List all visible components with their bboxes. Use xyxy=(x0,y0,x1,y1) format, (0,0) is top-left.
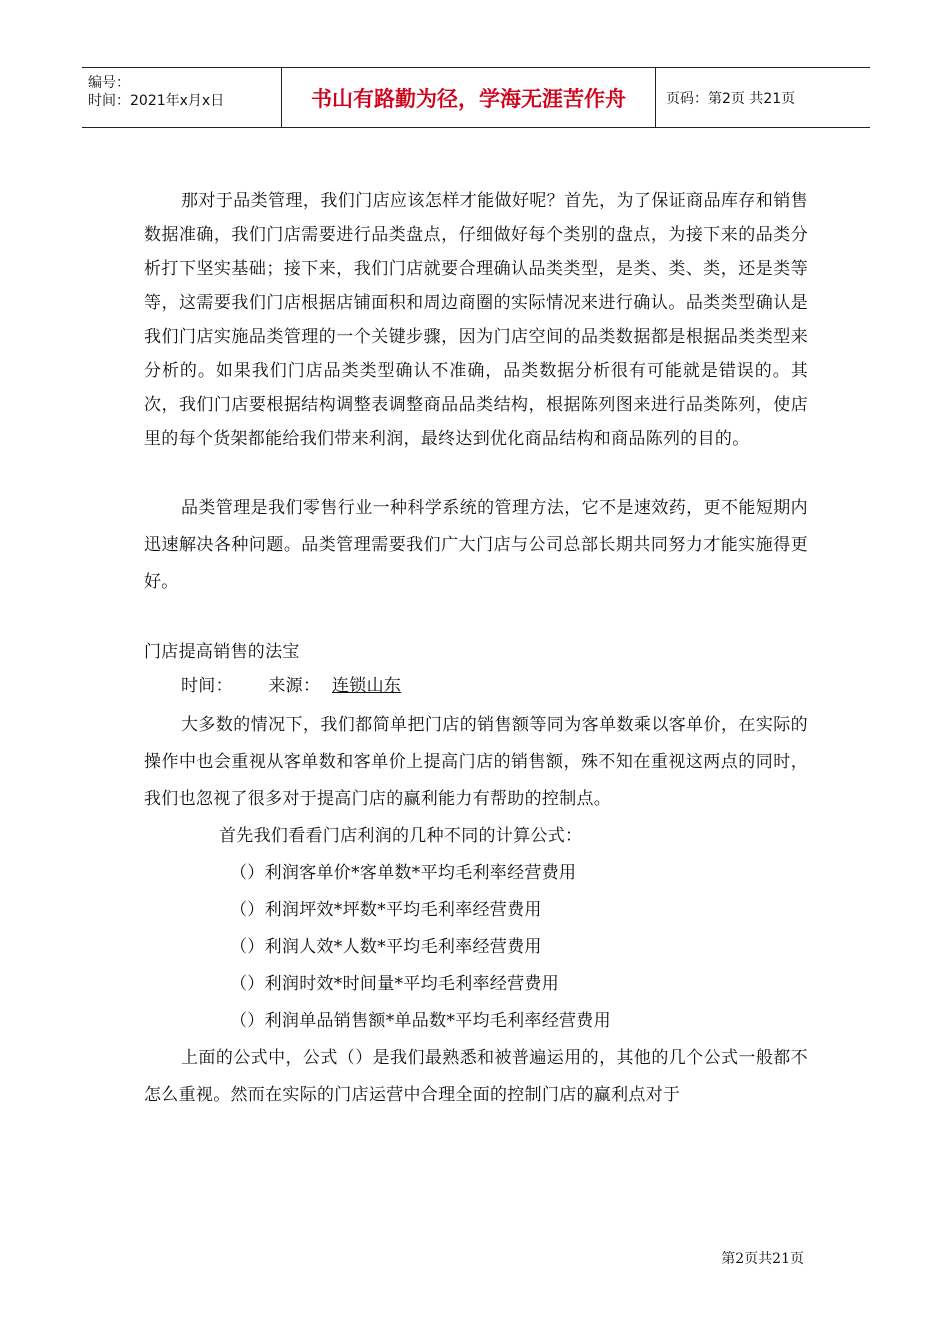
source-link[interactable]: 连锁山东 xyxy=(331,676,402,696)
header-meta xyxy=(82,68,282,127)
source-label: 来源： xyxy=(268,676,321,696)
article-title: 门店提高销售的法宝 xyxy=(144,642,300,662)
paragraph-formula-discussion: 上面的公式中，公式（）是我们最熟悉和被普遍运用的，其他的几个公式一般都不怎么重视。然而在实际的门店运营中合理全面的控制门店的赢利点对于 xyxy=(144,1048,808,1105)
header-page-info: 页码：第2页 共21页 xyxy=(666,90,796,107)
paragraph-category-summary: 品类管理是我们零售行业一种科学系统的管理方法，它不是速效药，更不能短期内迅速解决各种问题。品类管理需要我们广大门店与公司总部长期共同努力才能实施得更好。 xyxy=(144,498,808,592)
formula-item: （）利润客单价*客单数*平均毛利率经营费用 xyxy=(230,863,577,883)
formula-item: （）利润人效*人数*平均毛利率经营费用 xyxy=(230,937,542,957)
header-motto: 书山有路勤为径，学海无涯苦作舟 xyxy=(282,68,656,127)
formula-item: （）利润单品销售额*单品数*平均毛利率经营费用 xyxy=(230,1011,611,1031)
page-footer: 第2页共21页 xyxy=(721,1251,804,1267)
paragraph-sales-intro: 大多数的情况下，我们都简单把门店的销售额等同为客单数乘以客单价，在实际的操作中也会重视从客单数和客单价上提高门店的销售额，殊不知在重视这两点的同时，我们也忽视了很多对于提高门店的赢利能力有帮助的控制点。 xyxy=(144,715,808,809)
document-body xyxy=(144,184,808,1114)
formula-item: （）利润时效*时间量*平均毛利率经营费用 xyxy=(230,974,559,994)
formula-item: （）利润坪效*坪数*平均毛利率经营费用 xyxy=(230,900,542,920)
formula-intro: 首先我们看看门店利润的几种不同的计算公式： xyxy=(219,826,583,846)
document-header xyxy=(82,67,870,128)
time-label: 时间： xyxy=(181,676,233,696)
paragraph-category-management: 那对于品类管理，我们门店应该怎样才能做好呢？首先，为了保证商品库存和销售数据准确，我们门店需要进行品类盘点，仔细做好每个类别的盘点，为接下来的品类分析打下坚实基础；接下来，我们门店就要合理确认品类类型，是类、类、类，还是类等等，这需要我们门店根据店铺面积和周边商圈的实际情况来进行确认。品类类型确认是我们门店实施品类管理的一个关键步骤，因为门店空间的品类数据都是根据品类类型来分析的。如果我们门店品类类型确认不准确，品类数据分析很有可能就是错误的。其次，我们门店要根据结构调整表调整商品品类结构，根据陈列图来进行品类陈列，使店里的每个货架都能给我们带来利润，最终达到优化商品结构和商品陈列的目的。 xyxy=(144,191,808,449)
article-meta xyxy=(144,669,808,703)
code-label: 编号： xyxy=(88,75,130,91)
date-label: 时间：2021年x月x日 xyxy=(88,93,225,109)
